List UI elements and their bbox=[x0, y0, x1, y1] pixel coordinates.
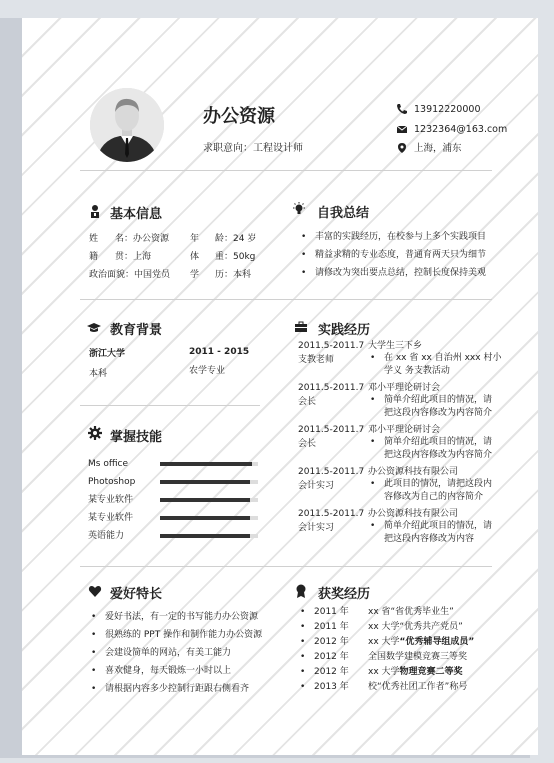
skill-bar bbox=[160, 498, 258, 502]
experience-date: 2011.5-2011.7 bbox=[298, 425, 365, 435]
basic-value: 中国党员 bbox=[134, 270, 171, 280]
skill-name: 某专业软件 bbox=[88, 495, 134, 505]
skill-bar-fill bbox=[160, 462, 252, 466]
basic-label: 年 bbox=[190, 234, 200, 244]
job-intent: 求职意向：工程设计师 bbox=[203, 143, 303, 154]
award-org: xx 大学 bbox=[368, 637, 400, 647]
basic-label: 学 bbox=[190, 270, 200, 280]
awards-title: 获奖经历 bbox=[318, 587, 371, 602]
award-org: xx 省 bbox=[368, 607, 391, 617]
skills-title: 掌握技能 bbox=[110, 430, 163, 445]
experience-desc: • 简单介绍此项目的情况，请 bbox=[384, 395, 492, 406]
education-years: 2011 - 2015 bbox=[189, 347, 250, 357]
experience-desc: • 简单介绍此项目的情况，请 bbox=[384, 521, 492, 532]
basic-value: 重：50kg bbox=[215, 252, 256, 262]
experience-org: 邓小平理论研讨会 bbox=[368, 425, 441, 435]
major: 农学专业 bbox=[189, 366, 226, 376]
basic-value: 龄：24 岁 bbox=[215, 234, 257, 244]
award-year: 2011 年 bbox=[314, 607, 349, 617]
experience-date: 2011.5-2011.7 bbox=[298, 509, 365, 519]
graduation-cap-icon bbox=[87, 320, 101, 334]
award-org: 校 bbox=[368, 682, 378, 692]
skill-name: 英语能力 bbox=[88, 531, 125, 541]
award-item bbox=[314, 682, 467, 693]
experience-date: 2011.5-2011.7 bbox=[298, 467, 365, 477]
skill-bar bbox=[160, 462, 258, 466]
award-year: 2012 年 bbox=[314, 652, 349, 662]
header-divider bbox=[80, 170, 492, 171]
basic-label: 籍 bbox=[89, 252, 99, 262]
skill-name: Photoshop bbox=[88, 477, 136, 487]
award-year: 2012 年 bbox=[314, 667, 349, 677]
skill-bar-fill bbox=[160, 498, 250, 502]
skill-bar bbox=[160, 516, 258, 520]
experience-desc: • 简单介绍此项目的情况，请 bbox=[384, 437, 492, 448]
skill-bar-fill bbox=[160, 480, 250, 484]
basic-info-title: 基本信息 bbox=[110, 207, 163, 222]
skill-bar bbox=[160, 480, 258, 484]
basic-value: 历：本科 bbox=[215, 270, 252, 280]
envelope-icon bbox=[396, 123, 408, 135]
experience-desc: 学义 务支教活动 bbox=[384, 366, 450, 376]
hobbies-title: 爱好特长 bbox=[110, 587, 163, 602]
hobby-item: • 会建设简单的网站，有美工能力 bbox=[105, 648, 231, 659]
school-name: 浙江大学 bbox=[89, 349, 126, 359]
award-org: xx 大学 bbox=[368, 667, 400, 677]
experience-date: 2011.5-2011.7 bbox=[298, 341, 365, 351]
briefcase-icon bbox=[294, 320, 308, 334]
experience-desc: • 在 xx 省 xx 自治州 xxx 村小 bbox=[384, 353, 501, 364]
experience-role: 支教老师 bbox=[298, 355, 335, 365]
summary-item: • 精益求精的专业态度，普通育两天只为细节 bbox=[315, 250, 486, 261]
hobby-item: • 喜欢健身，每天锻炼一小时以上 bbox=[105, 666, 231, 677]
award-text: “省优秀毕业生” bbox=[390, 607, 454, 617]
heart-icon bbox=[88, 584, 102, 598]
experience-desc: 把这段内容修改为内容 bbox=[384, 534, 475, 544]
experience-org: 办公资源科技有限公司 bbox=[368, 467, 459, 477]
phone-text: 13912220000 bbox=[414, 104, 481, 115]
award-text: “优秀共产党员” bbox=[399, 622, 463, 632]
award-item bbox=[314, 652, 467, 663]
experience-org: 大学生三下乡 bbox=[368, 341, 423, 351]
gear-icon bbox=[88, 426, 102, 440]
resume-page bbox=[22, 18, 538, 755]
skill-bar-fill bbox=[160, 516, 250, 520]
experience-desc: • 此项目的情况，请把这段内 bbox=[384, 479, 492, 490]
experience-role: 会计实习 bbox=[298, 523, 335, 533]
summary-item: • 丰富的实践经历，在校参与上多个实践项目 bbox=[315, 232, 486, 243]
experience-org: 邓小平理论研讨会 bbox=[368, 383, 441, 393]
lightbulb-icon bbox=[292, 202, 306, 216]
basic-label: 姓 bbox=[89, 234, 99, 244]
degree: 本科 bbox=[89, 369, 108, 379]
summary-title: 自我总结 bbox=[317, 206, 370, 221]
experience-org: 办公资源科技有限公司 bbox=[368, 509, 459, 519]
experience-title: 实践经历 bbox=[318, 323, 371, 338]
experience-role: 会长 bbox=[298, 397, 317, 407]
divider bbox=[80, 299, 492, 300]
basic-label: 政治面貌： bbox=[89, 270, 135, 280]
skill-name: Ms office bbox=[88, 459, 129, 469]
person-icon bbox=[88, 204, 102, 218]
basic-value: 名：办公资源 bbox=[115, 234, 170, 244]
divider bbox=[80, 405, 260, 406]
experience-role: 会长 bbox=[298, 439, 317, 449]
award-item bbox=[314, 607, 454, 618]
education-title: 教育背景 bbox=[110, 323, 163, 338]
award-highlight: 物理竞赛二等奖 bbox=[399, 667, 463, 677]
skill-bar-fill bbox=[160, 534, 250, 538]
experience-desc: 把这段内容修改为内容简介 bbox=[384, 450, 493, 460]
award-org: 全国数学建模竞赛三等奖 bbox=[368, 652, 468, 662]
skill-bar bbox=[160, 534, 258, 538]
avatar bbox=[90, 88, 164, 162]
hobby-item: • 爱好书法，有一定的书写能力办公资源 bbox=[105, 612, 258, 623]
award-highlight: “优秀辅导组成员” bbox=[399, 637, 475, 647]
award-item bbox=[314, 637, 474, 648]
award-item bbox=[314, 667, 463, 678]
award-text: “优秀社团工作者”称号 bbox=[377, 682, 468, 692]
basic-label: 体 bbox=[190, 252, 200, 262]
award-year: 2012 年 bbox=[314, 637, 349, 647]
experience-desc: 容修改为自己的内容简介 bbox=[384, 492, 484, 502]
email-text: 1232364@163.com bbox=[414, 124, 508, 135]
award-year: 2011 年 bbox=[314, 622, 349, 632]
award-year: 2013 年 bbox=[314, 682, 349, 692]
summary-item: • 请修改为突出要点总结，控制长度保持美观 bbox=[315, 268, 486, 279]
map-pin-icon bbox=[396, 142, 408, 154]
award-item bbox=[314, 622, 463, 633]
divider bbox=[80, 566, 492, 567]
candidate-name: 办公资源 bbox=[203, 106, 275, 127]
hobby-item: • 请根据内容多少控制行距跟右侧看齐 bbox=[105, 684, 249, 695]
location-text: 上海，浦东 bbox=[414, 143, 462, 154]
experience-desc: 把这段内容修改为内容简介 bbox=[384, 408, 493, 418]
award-org: xx 大学 bbox=[368, 622, 400, 632]
medal-icon bbox=[294, 584, 308, 598]
experience-date: 2011.5-2011.7 bbox=[298, 383, 365, 393]
basic-value: 贯：上海 bbox=[115, 252, 152, 262]
experience-role: 会计实习 bbox=[298, 481, 335, 491]
hobby-item: • 很熟练的 PPT 操作和制作能力办公资源 bbox=[105, 630, 262, 641]
skill-name: 某专业软件 bbox=[88, 513, 134, 523]
phone-icon bbox=[396, 103, 408, 115]
